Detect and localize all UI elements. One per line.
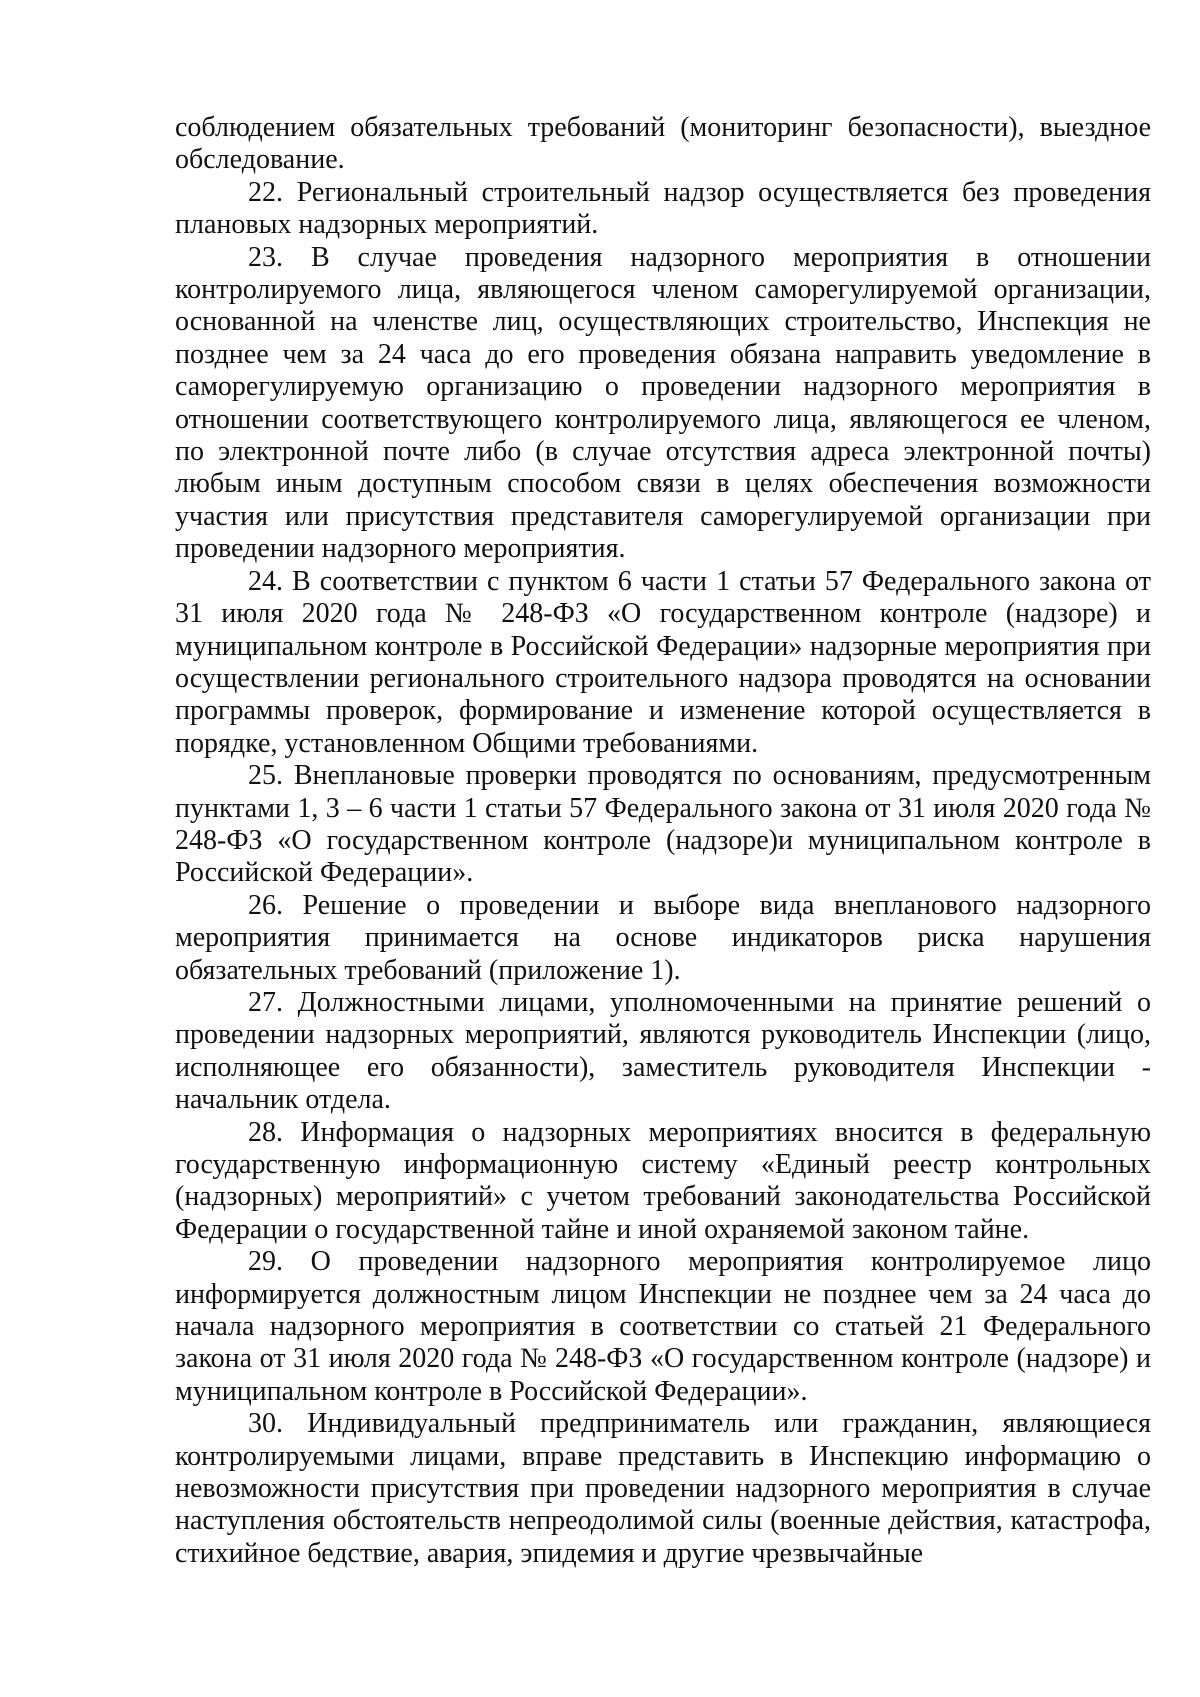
paragraph-29: 29. О проведении надзорного мероприятия контролируемое лицо информируется должностным лицом Инспекции не позднее чем за 24 часа до начала надзорного мероприятия в соответствии со статьей 21 Федерального закона от 31 июля 2020 года № 248-ФЗ «О государственном контроле (надзоре) и муниципальном контроле в Российской Федерации». — [175, 1246, 1151, 1407]
paragraph-continuation: соблюдением обязательных требований (мониторинг безопасности), выездное обследование. — [175, 112, 1151, 176]
paragraph-25: 25. Внеплановые проверки проводятся по основаниям, предусмотренным пунктами 1, 3 – 6 части 1 статьи 57 Федерального закона от 31 июля 2020 года № 248-ФЗ «О государственном контроле (надзоре)и муниципальном контроле в Российской Федерации». — [175, 760, 1151, 889]
paragraph-28: 28. Информация о надзорных мероприятиях вносится в федеральную государственную информационную систему «Единый реестр контрольных (надзорных) мероприятий» с учетом требований законодательства Российской Федерации о государственной тайне и иной охраняемой законом тайне. — [175, 1116, 1151, 1245]
paragraph-24: 24. В соответствии с пунктом 6 части 1 статьи 57 Федерального закона от 31 июля 2020 года № 248-ФЗ «О государственном контроле (надзоре) и муниципальном контроле в Российской Федерации» надзорные мероприятия при осуществлении регионального строительного надзора проводятся на основании программы проверок, формирование и изменение которой осуществляется в порядке, установленном Общими требованиями. — [175, 565, 1151, 759]
paragraph-26: 26. Решение о проведении и выборе вида внепланового надзорного мероприятия принимается на основе индикаторов риска нарушения обязательных требований (приложение 1). — [175, 889, 1151, 986]
paragraph-23: 23. В случае проведения надзорного мероприятия в отношении контролируемого лица, являющегося членом саморегулируемой организации, основанной на членстве лиц, осуществляющих строительство, Инспекция не позднее чем за 24 часа до его проведения обязана направить уведомление в саморегулируемую организацию о проведении надзорного мероприятия в отношении соответствующего контролируемого лица, являющегося ее членом, по электронной почте либо (в случае отсутствия адреса электронной почты) любым иным доступным способом связи в целях обеспечения возможности участия или присутствия представителя саморегулируемой организации при проведении надзорного мероприятия. — [175, 241, 1151, 565]
document-page — [175, 112, 1151, 1570]
paragraph-22: 22. Региональный строительный надзор осуществляется без проведения плановых надзорных мероприятий. — [175, 176, 1151, 241]
paragraph-27: 27. Должностными лицами, уполномоченными на принятие решений о проведении надзорных мероприятий, являются руководитель Инспекции (лицо, исполняющее его обязанности), заместитель руководителя Инспекции - начальник отдела. — [175, 986, 1151, 1116]
paragraph-30: 30. Индивидуальный предприниматель или гражданин, являющиеся контролируемыми лицами, вправе представить в Инспекцию информацию о невозможности присутствия при проведении надзорного мероприятия в случае наступления обстоятельств непреодолимой силы (военные действия, катастрофа, стихийное бедствие, авария, эпидемия и другие чрезвычайные — [175, 1408, 1151, 1569]
